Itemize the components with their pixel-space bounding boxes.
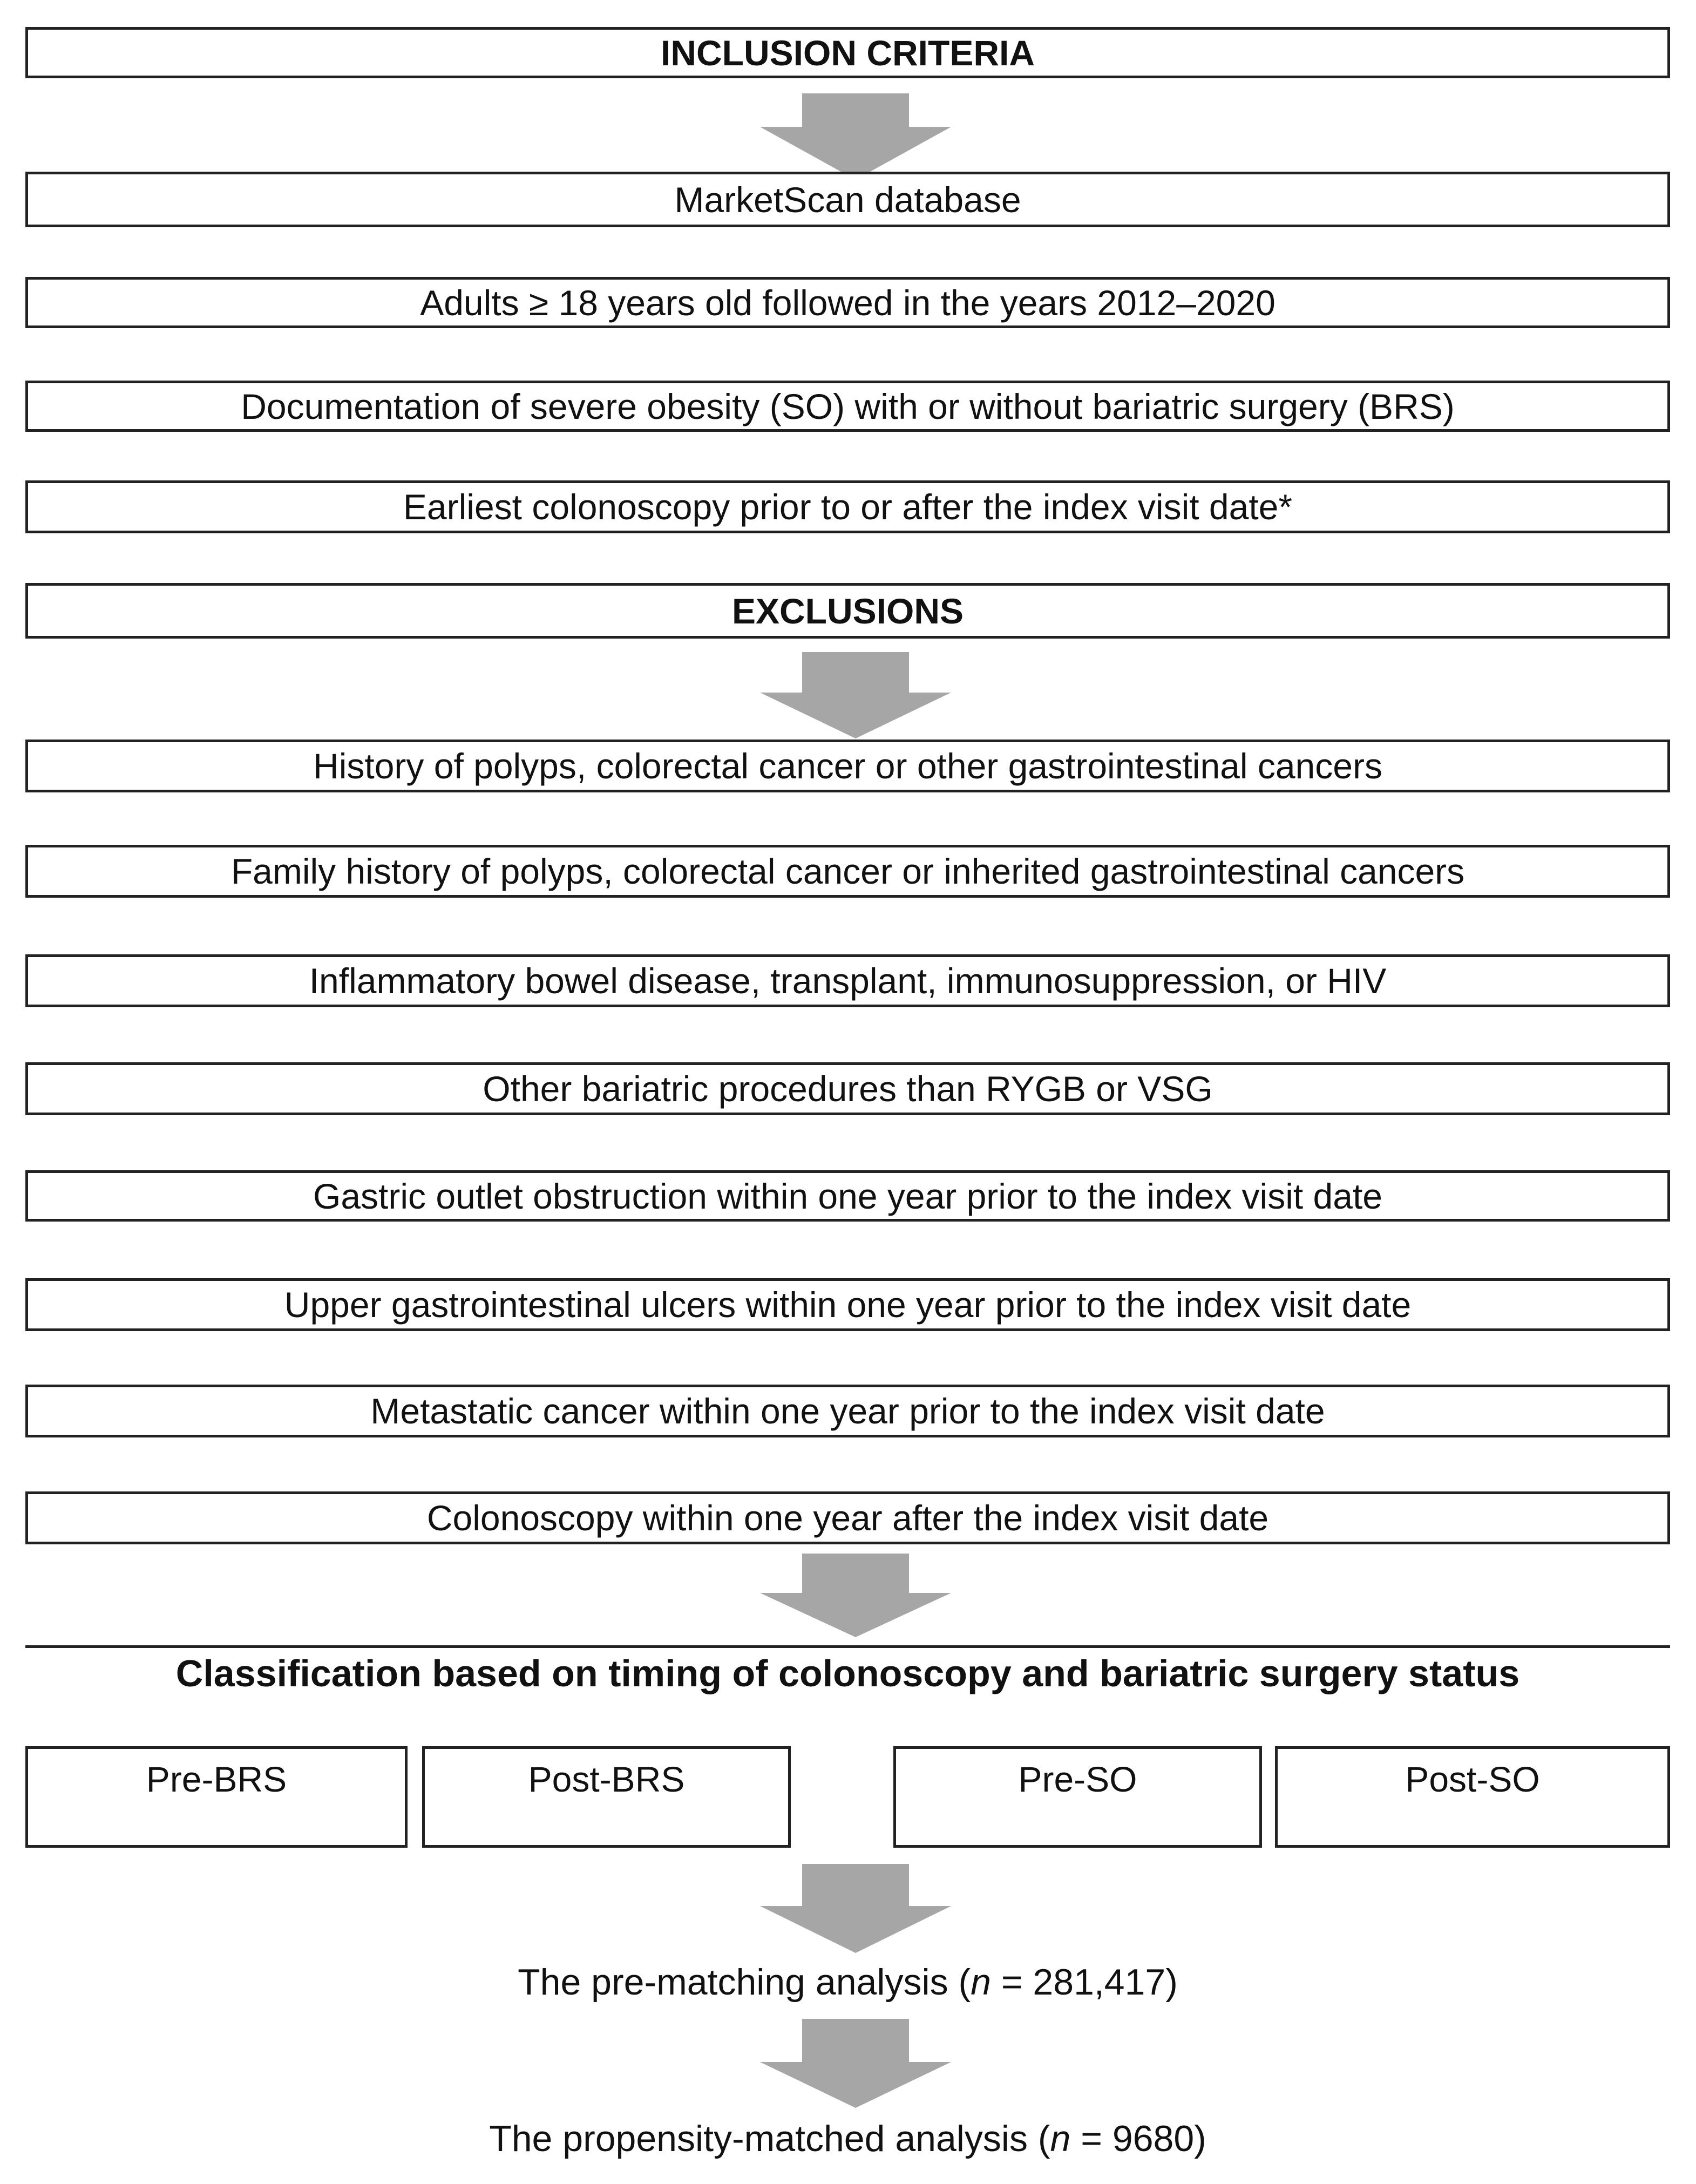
group-box-post-brs: Post-BRS: [422, 1746, 791, 1848]
down-arrow-icon: [760, 1864, 951, 1953]
n-symbol: n: [1050, 2118, 1071, 2159]
exclusions-header: EXCLUSIONS: [25, 583, 1670, 639]
exclusion-item: Colonoscopy within one year after the index visit date: [25, 1491, 1670, 1544]
exclusion-item: Metastatic cancer within one year prior to the index visit date: [25, 1385, 1670, 1437]
down-arrow-icon: [760, 93, 951, 180]
pre-matching-label: The pre-matching analysis (: [518, 1962, 971, 2003]
n-symbol: n: [971, 1962, 991, 2003]
pre-matching-count: = 281,417): [991, 1962, 1178, 2003]
classification-heading: Classification based on timing of colonoscopy and bariatric surgery status: [175, 1652, 1520, 1694]
exclusion-item: Other bariatric procedures than RYGB or VSG: [25, 1062, 1670, 1115]
group-box-pre-brs: Pre-BRS: [25, 1746, 408, 1848]
exclusion-item: Gastric outlet obstruction within one year prior to the index visit date: [25, 1170, 1670, 1222]
pre-matching-analysis: [25, 1961, 1670, 2003]
inclusion-item: Documentation of severe obesity (SO) with or without bariatric surgery (BRS): [25, 381, 1670, 432]
inclusion-criteria-header: INCLUSION CRITERIA: [25, 27, 1670, 78]
exclusion-item: Inflammatory bowel disease, transplant, immunosuppression, or HIV: [25, 954, 1670, 1007]
inclusion-item: Adults ≥ 18 years old followed in the years 2012–2020: [25, 277, 1670, 328]
propensity-label: The propensity-matched analysis (: [489, 2118, 1050, 2159]
propensity-count: = 9680): [1070, 2118, 1206, 2159]
group-box-post-so: Post-SO: [1275, 1746, 1670, 1848]
exclusion-item: Upper gastrointestinal ulcers within one year prior to the index visit date: [25, 1278, 1670, 1331]
group-box-pre-so: Pre-SO: [893, 1746, 1262, 1848]
down-arrow-icon: [760, 1554, 951, 1637]
section-divider: [25, 1645, 1670, 1648]
inclusion-item: Earliest colonoscopy prior to or after the index visit date*: [25, 480, 1670, 533]
exclusion-item: History of polyps, colorectal cancer or other gastrointestinal cancers: [25, 740, 1670, 792]
down-arrow-icon: [760, 652, 951, 738]
down-arrow-icon: [760, 2019, 951, 2108]
exclusion-item: Family history of polyps, colorectal cancer or inherited gastrointestinal cancers: [25, 845, 1670, 898]
inclusion-item: MarketScan database: [25, 172, 1670, 227]
propensity-matched-analysis: [25, 2118, 1670, 2160]
